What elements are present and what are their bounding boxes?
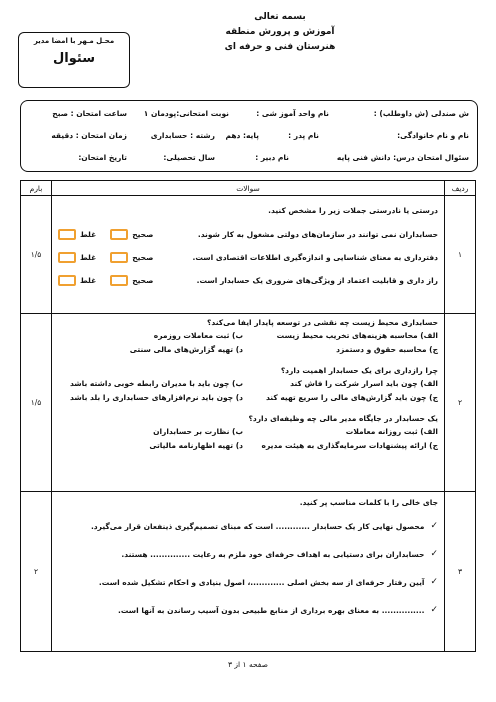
stamp-label: محـل مـهر با امضا مدیر — [33, 37, 115, 45]
subquestion-title: چرا رازداری برای یک حسابدار اهمیت دارد؟ — [280, 366, 438, 375]
false-label: غلط — [80, 253, 97, 262]
check-icon: ✓ — [430, 521, 438, 531]
options-group — [58, 427, 438, 450]
education-office: آموزش و پرورش منطقه — [225, 27, 335, 37]
subquestion-title: یک حسابدار در جایگاه مدیر مالی چه وظیفه‌ای دارد؟ — [248, 414, 438, 423]
exam-date: تاریخ امتحان: — [78, 153, 127, 162]
true-checkbox[interactable] — [110, 275, 128, 286]
false-label: غلط — [80, 276, 97, 285]
question-body — [52, 196, 445, 314]
fill-item-text: ............... به معنای بهره برداری از منابع طبیعی بدون آسیب رساندن به آنها است. — [117, 605, 425, 615]
true-checkbox[interactable] — [110, 252, 128, 263]
header-questions: سوالات — [52, 181, 445, 196]
options-group — [58, 331, 438, 354]
true-label: صحیح — [132, 253, 154, 262]
question-row-3 — [21, 492, 476, 652]
question-score: ۱/۵ — [21, 196, 52, 314]
school-unit: نام واحد آموز شی : — [256, 109, 329, 118]
tf-item — [58, 252, 438, 263]
field: رشته : حسابداری — [150, 131, 215, 140]
check-icon: ✓ — [430, 577, 438, 587]
options-group — [58, 379, 438, 402]
header-score: بارم — [21, 181, 52, 196]
exam-duration: زمان امتحان : دقیقه — [51, 131, 127, 140]
question-number: ۳ — [445, 492, 476, 652]
seat-number: ش صندلی (ش داوطلب) : — [373, 109, 469, 118]
false-label: غلط — [80, 230, 97, 239]
fill-item — [58, 521, 438, 531]
option[interactable]: الف) محاسبه هزینه‌های تخریب محیط زیست — [276, 331, 438, 340]
header-row-number: ردیف — [445, 181, 476, 196]
page-number: صفحه ۱ از ۳ — [228, 660, 268, 669]
school-name: هنرستان فنی و حرفه ای — [224, 42, 336, 52]
exam-time: ساعت امتحان : صبح — [52, 109, 127, 118]
fill-item-text: آیین رفتار حرفه‌ای از سه بخش اصلی ............، اصول بنیادی و احکام تشکیل شده است. — [98, 577, 425, 587]
false-checkbox[interactable] — [58, 229, 76, 240]
option[interactable]: ج) چون باید گزارش‌های مالی را سریع تهیه کند — [265, 393, 438, 402]
question-number: ۱ — [445, 196, 476, 314]
tf-item — [58, 229, 438, 240]
question-row-1 — [21, 196, 476, 314]
questions-table — [20, 180, 476, 652]
stamp-box — [18, 32, 130, 88]
true-label: صحیح — [132, 276, 154, 285]
fill-item-text: محصول نهایی کار یک حسابدار ............ است که مبنای تصمیم‌گیری ذینفعان قرار می‌گیرد. — [90, 521, 425, 531]
option[interactable]: ب) چون باید با مدیران رابطه خوبی داشته باشد — [69, 379, 243, 388]
subquestion-title: حسابداری محیط زیست چه نقشی در توسعه پایدار ایفا می‌کند؟ — [207, 318, 438, 327]
check-icon: ✓ — [430, 549, 438, 559]
option[interactable]: ب) نظارت بر حسابداران — [153, 427, 243, 436]
option[interactable]: د) تهیه گزارش‌های مالی سنتی — [129, 345, 243, 354]
table-header-row — [21, 181, 476, 196]
exam-round: نوبت امتحانی:پودمان ۱ — [143, 109, 229, 118]
stamp-title: سئوال — [53, 51, 95, 66]
tf-item — [58, 275, 438, 286]
question-intro: درستی یا نادرستی جملات زیر را مشخص کنید. — [268, 206, 438, 215]
tf-item-text: دفترداری به معنای شناسایی و اندازه‌گیری اطلاعات اقتصادی است. — [192, 253, 438, 262]
teacher-name: نام دبیر : — [255, 153, 289, 162]
option[interactable]: ج) ارائه پیشنهادات سرمایه‌گذاری به هیئت مدیره — [261, 441, 438, 450]
father-name: نام پدر : — [288, 131, 319, 140]
school-year: سال تحصیلی: — [163, 153, 215, 162]
question-body — [52, 492, 445, 652]
false-checkbox[interactable] — [58, 252, 76, 263]
student-name: نام و نام خانوادگی: — [397, 131, 469, 140]
question-intro: جای خالی را با کلمات مناسب پر کنید. — [299, 498, 438, 507]
true-checkbox[interactable] — [110, 229, 128, 240]
check-icon: ✓ — [430, 605, 438, 615]
question-body — [52, 314, 445, 492]
option[interactable]: ب) ثبت معاملات روزمره — [153, 331, 243, 340]
fill-item — [58, 577, 438, 587]
bismillah: بسمه تعالی — [254, 12, 306, 22]
tf-item-text: راز داری و قابلیت اعتماد از ویژگی‌های ضروری یک حسابدار است. — [196, 276, 438, 285]
fill-item-text: حسابداران برای دستیابی به اهداف حرفه‌ای خود ملزم به رعایت .............. هستند. — [121, 549, 425, 559]
option[interactable]: ج) محاسبه حقوق و دستمزد — [336, 345, 438, 354]
option[interactable]: د) تهیه اظهارنامه مالیاتی — [149, 441, 243, 450]
false-checkbox[interactable] — [58, 275, 76, 286]
question-row-2 — [21, 314, 476, 492]
header — [200, 10, 360, 55]
exam-subject: سئوال امتحان درس: دانش فنی پایه — [336, 153, 469, 162]
fill-item — [58, 549, 438, 559]
student-info-box — [20, 100, 478, 172]
tf-item-text: حسابداران نمی توانند در سازمان‌های دولتی مشغول به کار شوند. — [197, 230, 438, 239]
option[interactable]: الف) چون باید اسرار شرکت را فاش کند — [290, 379, 438, 388]
true-label: صحیح — [132, 230, 154, 239]
grade: پایه: دهم — [225, 131, 259, 140]
question-score: ۲ — [21, 492, 52, 652]
fill-item — [58, 605, 438, 615]
option[interactable]: الف) ثبت روزانه معاملات — [345, 427, 438, 436]
question-number: ۲ — [445, 314, 476, 492]
option[interactable]: د) چون باید نرم‌افزارهای حسابداری را بلد باشد — [70, 393, 243, 402]
question-score: ۱/۵ — [21, 314, 52, 492]
